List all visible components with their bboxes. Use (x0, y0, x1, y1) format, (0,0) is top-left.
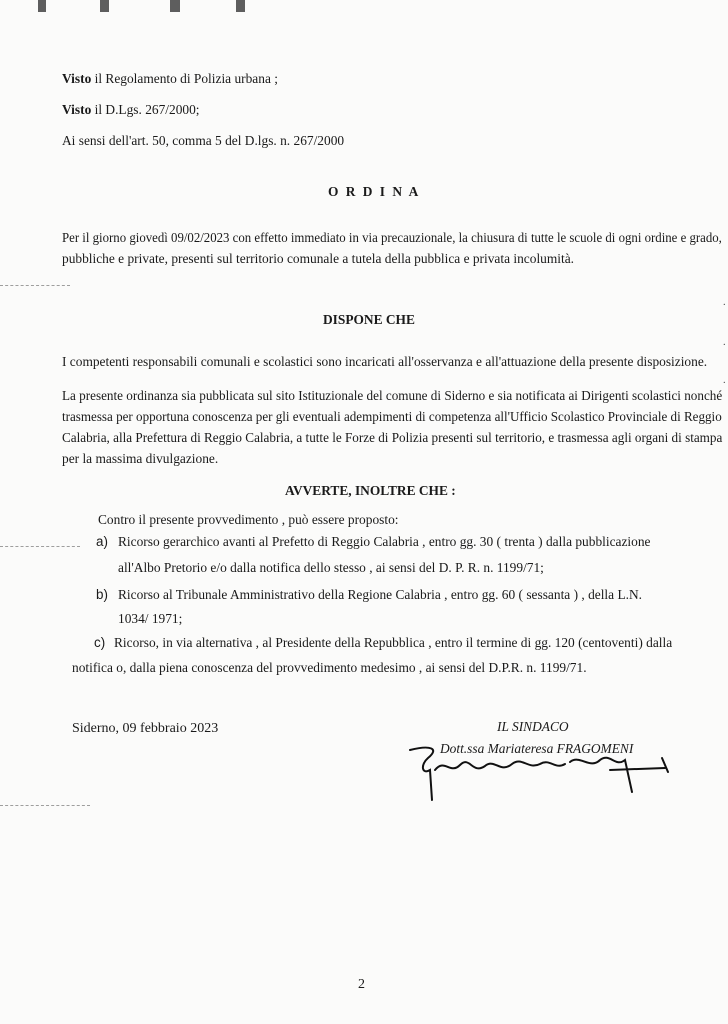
avverte-intro: Contro il presente provvedimento , può essere proposto: (98, 512, 399, 527)
dispone-text-1: I competenti responsabili comunali e scolastici sono incaricati all'osservanza e all'attuazione della presente disposizione. (62, 354, 708, 369)
dispone-line-2: trasmessa per opportuna conoscenza per gli eventuali adempimenti di competenza all'Ufficio Scolastico Provinciale di Reggio (62, 409, 722, 424)
ai-sensi: Ai sensi dell'art. 50, comma 5 del D.lgs. n. 267/2000 (62, 133, 345, 148)
ordina-line-2: pubbliche e private, presenti sul territorio comunale a tutela della pubblica e privata incolumità. (62, 251, 575, 266)
ordina-line-1: Per il giorno giovedì 09/02/2023 con effetto immediato in via precauzionale, la chiusura di tutte le scuole di ogni ordine e grado, (62, 230, 722, 245)
edge-mark: · (722, 340, 726, 351)
scan-artifact (0, 805, 90, 807)
dispone-line-1: La presente ordinanza sia pubblicata sul sito Istituzionale del comune di Siderno e sia notificata ai Dirigenti scolastici nonché (62, 388, 723, 403)
signer-name: Dott.ssa Mariateresa FRAGOMENI (440, 741, 634, 756)
item-a-line-2: all'Albo Pretorio e/o dalla notifica dello stesso , ai sensi del D. P. R. n. 1199/71; (118, 560, 544, 575)
avverte-heading: AVVERTE, INOLTRE CHE : (285, 483, 456, 498)
visto-dlgs: Visto il D.Lgs. 267/2000; (62, 102, 200, 117)
item-b-line-1: Ricorso al Tribunale Amministrativo della Regione Calabria , entro gg. 60 ( sessanta ) , della L.N. (118, 587, 642, 602)
scan-edge-marks (0, 0, 728, 18)
item-b-line-2: 1034/ 1971; (118, 611, 183, 626)
dispone-line-4: per la massima divulgazione. (62, 451, 219, 466)
item-c-line-1: Ricorso, in via alternativa , al Presidente della Repubblica , entro il termine di gg. 120 (centoventi) dalla (114, 635, 673, 650)
dispone-line-3: Calabria, alla Prefettura di Reggio Calabria, a tutte le Forze di Polizia presenti sul territorio, e trasmessa agli organi di stampa (62, 430, 723, 445)
item-c-marker: c) (94, 635, 106, 650)
scan-artifact (0, 285, 70, 287)
item-a-marker: a) (96, 534, 108, 549)
dispone-heading: DISPONE CHE (323, 312, 415, 327)
signer-role: IL SINDACO (497, 719, 569, 734)
visto-regolamento: Visto il Regolamento di Polizia urbana ; (62, 71, 278, 86)
item-b-marker: b) (96, 587, 108, 602)
place-date: Siderno, 09 febbraio 2023 (72, 721, 219, 736)
handwritten-signature (400, 740, 680, 810)
ordina-heading: O R D I N A (328, 184, 421, 199)
scan-artifact (0, 546, 80, 548)
item-a-line-1: Ricorso gerarchico avanti al Prefetto di Reggio Calabria , entro gg. 30 ( trenta ) dalla pubblicazione (118, 534, 651, 549)
edge-mark: · (722, 378, 726, 389)
page-number: 2 (358, 977, 365, 992)
item-c-line-2: notifica o, dalla piena conoscenza del provvedimento medesimo , ai sensi del D.P.R. n. 1199/71. (72, 660, 587, 675)
edge-mark: · (722, 300, 726, 311)
